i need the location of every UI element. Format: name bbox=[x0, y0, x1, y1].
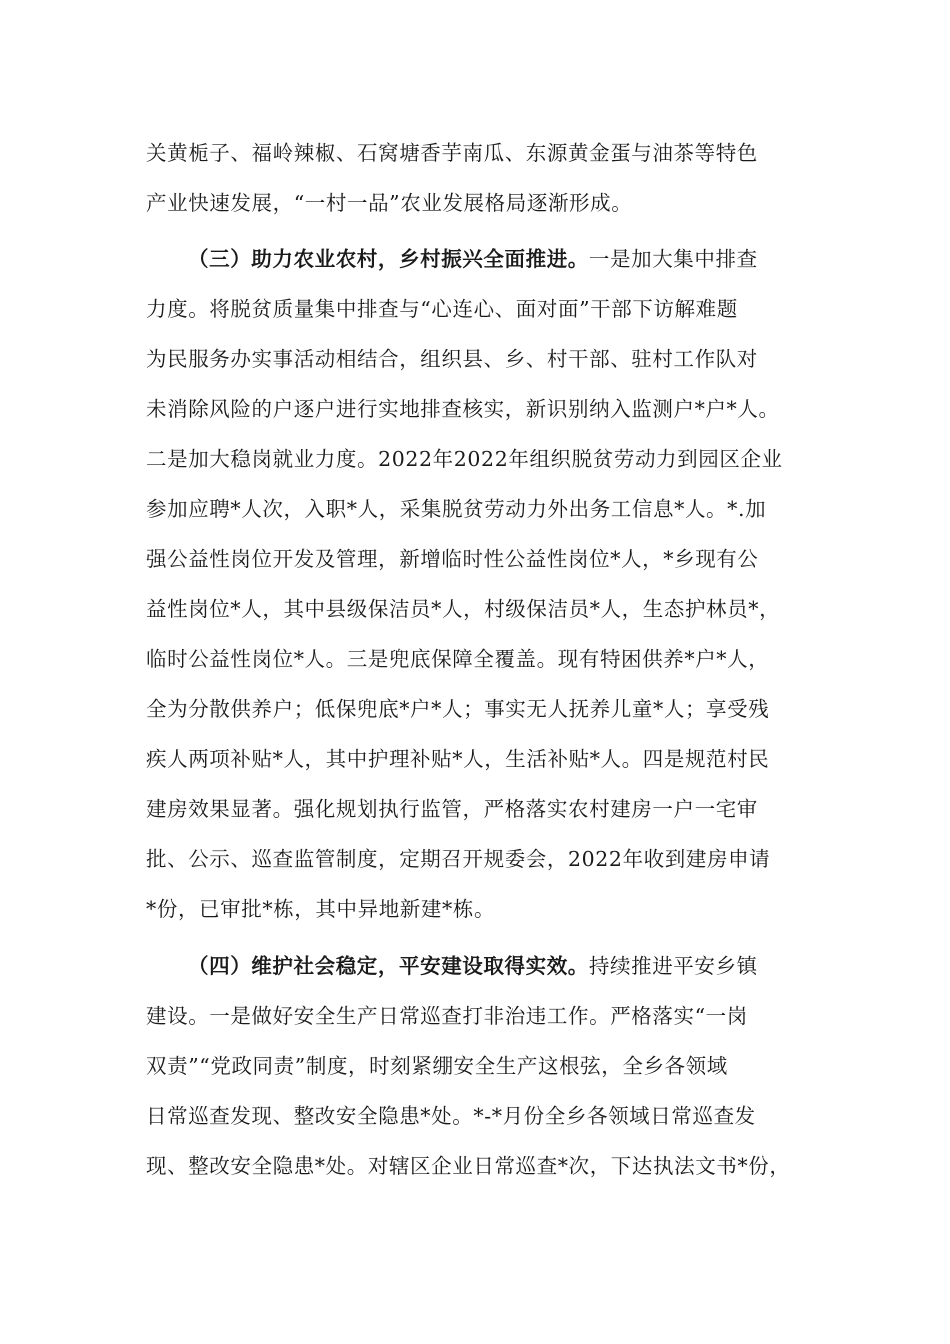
text-line: 疾人两项补贴*人，其中护理补贴*人，生活补贴*人。四是规范村民 bbox=[146, 747, 770, 771]
text-line: 批、公示、巡查监管制度，定期召开规委会，2022年收到建房申请 bbox=[146, 847, 771, 871]
section-heading: （四）维护社会稳定，平安建设取得实效。 bbox=[188, 954, 589, 978]
text-line: 建房效果显著。强化规划执行监管，严格落实农村建房一户一宅审 bbox=[146, 797, 758, 821]
text-line: 二是加大稳岗就业力度。2022年2022年组织脱贫劳动力到园区企业 bbox=[146, 447, 783, 471]
text-line: 未消除风险的户逐户进行实地排查核实，新识别纳入监测户*户*人。 bbox=[146, 397, 780, 421]
text-line: 双责”“党政同责”制度，时刻紧绷安全生产这根弦，全乡各领域 bbox=[146, 1054, 728, 1078]
paragraph-first-line bbox=[188, 952, 828, 980]
text-line: 全为分散供养户；低保兜底*户*人；事实无人抚养儿童*人；享受残 bbox=[146, 697, 770, 721]
text-span: 持续推进平安乡镇 bbox=[588, 954, 758, 978]
text-line: 为民服务办实事活动相结合，组织县、乡、村干部、驻村工作队对 bbox=[146, 347, 758, 371]
text-line: 益性岗位*人，其中县级保洁员*人，村级保洁员*人，生态护林员*， bbox=[146, 597, 781, 621]
text-line: 临时公益性岗位*人。三是兜底保障全覆盖。现有特困供养*户*人， bbox=[146, 647, 770, 671]
text-line: *份，已审批*栋，其中异地新建*栋。 bbox=[146, 897, 496, 921]
section-heading: （三）助力农业农村，乡村振兴全面推进。 bbox=[188, 247, 589, 271]
paragraph-first-line bbox=[188, 245, 828, 273]
text-line: 产业快速发展，“一村一品”农业发展格局逐渐形成。 bbox=[146, 191, 633, 215]
text-line: 现、整改安全隐患*处。对辖区企业日常巡查*次，下达执法文书*份， bbox=[146, 1154, 791, 1178]
text-span: 一是加大集中排查 bbox=[588, 247, 758, 271]
text-line: 日常巡查发现、整改安全隐患*处。*-*月份全乡各领域日常巡查发 bbox=[146, 1104, 756, 1128]
text-line: 力度。将脱贫质量集中排查与“心连心、面对面”干部下访解难题 bbox=[146, 297, 738, 321]
text-line: 参加应聘*人次，入职*人，采集脱贫劳动力外出务工信息*人。*.加 bbox=[146, 497, 767, 521]
text-line: 关黄栀子、福岭辣椒、石窝塘香芋南瓜、东源黄金蛋与油茶等特色 bbox=[146, 141, 758, 165]
text-line: 强公益性岗位开发及管理，新增临时性公益性岗位*人，*乡现有公 bbox=[146, 547, 759, 571]
text-line: 建设。一是做好安全生产日常巡查打非治违工作。严格落实“一岗 bbox=[146, 1004, 748, 1028]
